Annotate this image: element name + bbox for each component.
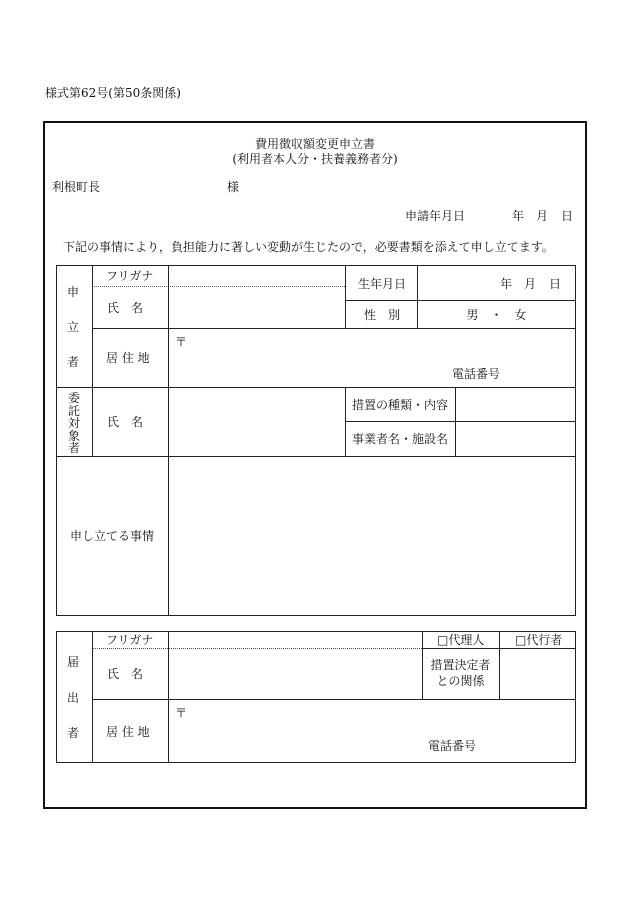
notifier-name-field[interactable] (170, 650, 420, 697)
notifier-name-label: 氏 名 (107, 667, 144, 681)
application-date-label: 申請年月日 (405, 209, 466, 223)
applicant-name-field[interactable] (170, 289, 343, 326)
notifier-side-label-3: 者 (67, 726, 80, 740)
intro-text: 下記の事情により，負担能力に著しい変動が生じたので，必要書類を添えて申し立てます。 (63, 240, 554, 254)
notifier-side-label-1: 届 (67, 655, 80, 669)
proxy-checkbox[interactable]: □代行者 (515, 633, 563, 647)
reason-field[interactable] (170, 458, 574, 614)
applicant-side-label-2: 立 (67, 320, 80, 334)
applicant-phone-label: 電話番号 (452, 367, 501, 381)
notifier-phone-label: 電話番号 (428, 739, 477, 753)
notifier-postal-mark: 〒 (175, 706, 188, 720)
applicant-dob-year: 年 (500, 277, 513, 291)
measure-type-label: 措置の種類・内容 (352, 398, 449, 412)
form-subtitle: (利用者本人分・扶養義務者分) (232, 152, 398, 166)
applicant-side-label-1: 申 (67, 285, 80, 299)
notifier-furigana-label: フリガナ (106, 633, 154, 647)
notifier-furigana-field[interactable] (170, 633, 420, 647)
notifier-address-label: 居 住 地 (106, 725, 150, 739)
relation-field[interactable] (501, 650, 574, 697)
applicant-furigana-field[interactable] (170, 267, 343, 285)
application-date-year: 年 (512, 209, 525, 223)
form-code: 様式第62号(第50条関係) (45, 86, 181, 100)
applicant-name-label: 氏 名 (107, 301, 144, 315)
agent-checkbox[interactable]: □代理人 (437, 633, 485, 647)
applicant-dob-day: 日 (549, 277, 562, 291)
consignee-name-label: 氏 名 (107, 415, 144, 429)
facility-field[interactable] (457, 423, 574, 454)
applicant-side-label-3: 者 (67, 355, 80, 369)
consignee-side-label: 委 託 対 象 者 (67, 391, 80, 456)
consignee-name-field[interactable] (170, 389, 343, 454)
form-title: 費用徴収額変更申立書 (254, 137, 375, 151)
application-date-month: 月 (536, 209, 549, 223)
applicant-address-label: 居 住 地 (106, 351, 150, 365)
relation-label-line1: 措置決定者 (430, 658, 491, 672)
reason-label: 申し立てる事情 (69, 529, 154, 543)
applicant-sex-label: 性 別 (364, 308, 401, 322)
applicant-sex-options[interactable]: 男 ・ 女 (466, 308, 527, 322)
notifier-side-label-2: 出 (67, 691, 80, 705)
relation-label-line2: との関係 (436, 674, 485, 688)
applicant-furigana-label: フリガナ (106, 269, 154, 283)
facility-label: 事業者名・施設名 (352, 432, 449, 446)
honorific: 様 (227, 180, 240, 194)
application-date-day: 日 (561, 209, 574, 223)
addressee: 利根町長 (52, 180, 101, 194)
applicant-postal-mark: 〒 (175, 335, 188, 349)
applicant-dob-month: 月 (524, 277, 537, 291)
measure-type-field[interactable] (457, 389, 574, 419)
applicant-dob-label: 生年月日 (358, 277, 407, 291)
